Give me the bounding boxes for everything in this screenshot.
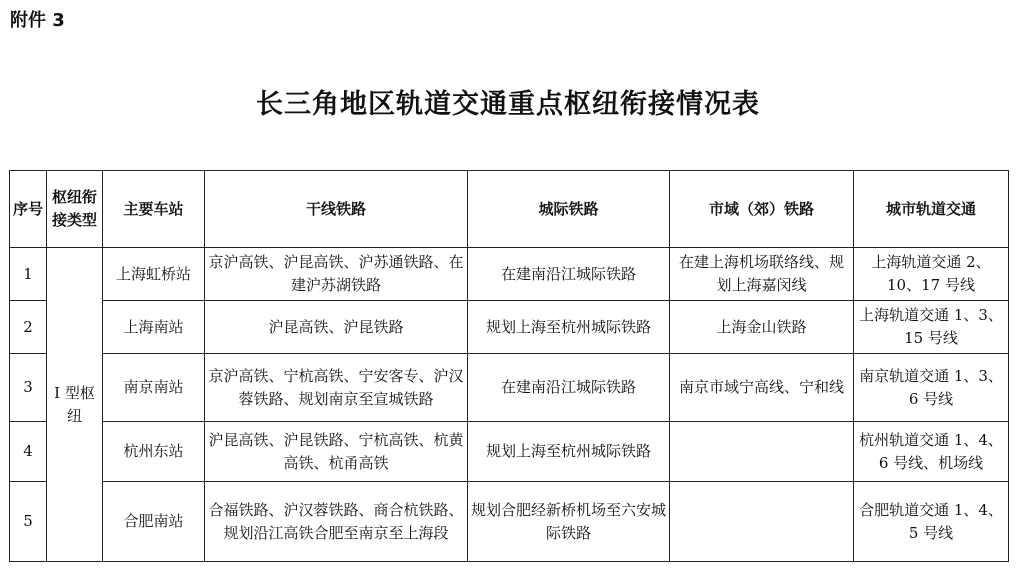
table-row [10,248,1009,301]
cell-intercity: 规划合肥经新桥机场至六安城际铁路 [468,482,670,562]
cell-trunk: 合福铁路、沪汉蓉铁路、商合杭铁路、规划沿江高铁合肥至南京至上海段 [205,482,468,562]
attachment-label: 附件 3 [10,10,65,31]
cell-index: 2 [10,301,47,354]
cell-intercity: 在建南沿江城际铁路 [468,354,670,422]
cell-suburban [670,482,854,562]
table-row [10,422,1009,482]
header-intercity: 城际铁路 [468,171,670,248]
cell-trunk: 沪昆高铁、沪昆铁路 [205,301,468,354]
cell-suburban: 上海金山铁路 [670,301,854,354]
header-index: 序号 [10,171,47,248]
cell-trunk: 京沪高铁、沪昆高铁、沪苏通铁路、在建沪苏湖铁路 [205,248,468,301]
header-urban: 城市轨道交通 [854,171,1009,248]
cell-intercity: 规划上海至杭州城际铁路 [468,422,670,482]
cell-station: 上海南站 [103,301,205,354]
cell-urban: 杭州轨道交通 1、4、6 号线、机场线 [854,422,1009,482]
cell-intercity: 规划上海至杭州城际铁路 [468,301,670,354]
cell-station: 杭州东站 [103,422,205,482]
header-station: 主要车站 [103,171,205,248]
cell-trunk: 京沪高铁、宁杭高铁、宁安客专、沪汉蓉铁路、规划南京至宣城铁路 [205,354,468,422]
cell-suburban: 南京市域宁高线、宁和线 [670,354,854,422]
cell-hub-type: I 型枢纽 [47,248,103,562]
cell-urban: 上海轨道交通 2、10、17 号线 [854,248,1009,301]
cell-intercity: 在建南沿江城际铁路 [468,248,670,301]
cell-index: 4 [10,422,47,482]
header-trunk: 干线铁路 [205,171,468,248]
cell-urban: 上海轨道交通 1、3、15 号线 [854,301,1009,354]
header-suburban: 市域（郊）铁路 [670,171,854,248]
table-row [10,301,1009,354]
cell-urban: 南京轨道交通 1、3、6 号线 [854,354,1009,422]
table-row [10,354,1009,422]
cell-station: 南京南站 [103,354,205,422]
header-hub-type: 枢纽衔接类型 [47,171,103,248]
cell-index: 5 [10,482,47,562]
hub-connection-table [9,170,1009,562]
cell-index: 3 [10,354,47,422]
table-header-row [10,171,1009,248]
cell-urban: 合肥轨道交通 1、4、5 号线 [854,482,1009,562]
cell-station: 合肥南站 [103,482,205,562]
cell-station: 上海虹桥站 [103,248,205,301]
cell-trunk: 沪昆高铁、沪昆铁路、宁杭高铁、杭黄高铁、杭甬高铁 [205,422,468,482]
cell-suburban [670,422,854,482]
cell-index: 1 [10,248,47,301]
page-title: 长三角地区轨道交通重点枢纽衔接情况表 [256,89,760,120]
cell-suburban: 在建上海机场联络线、规划上海嘉闵线 [670,248,854,301]
table-row [10,482,1009,562]
